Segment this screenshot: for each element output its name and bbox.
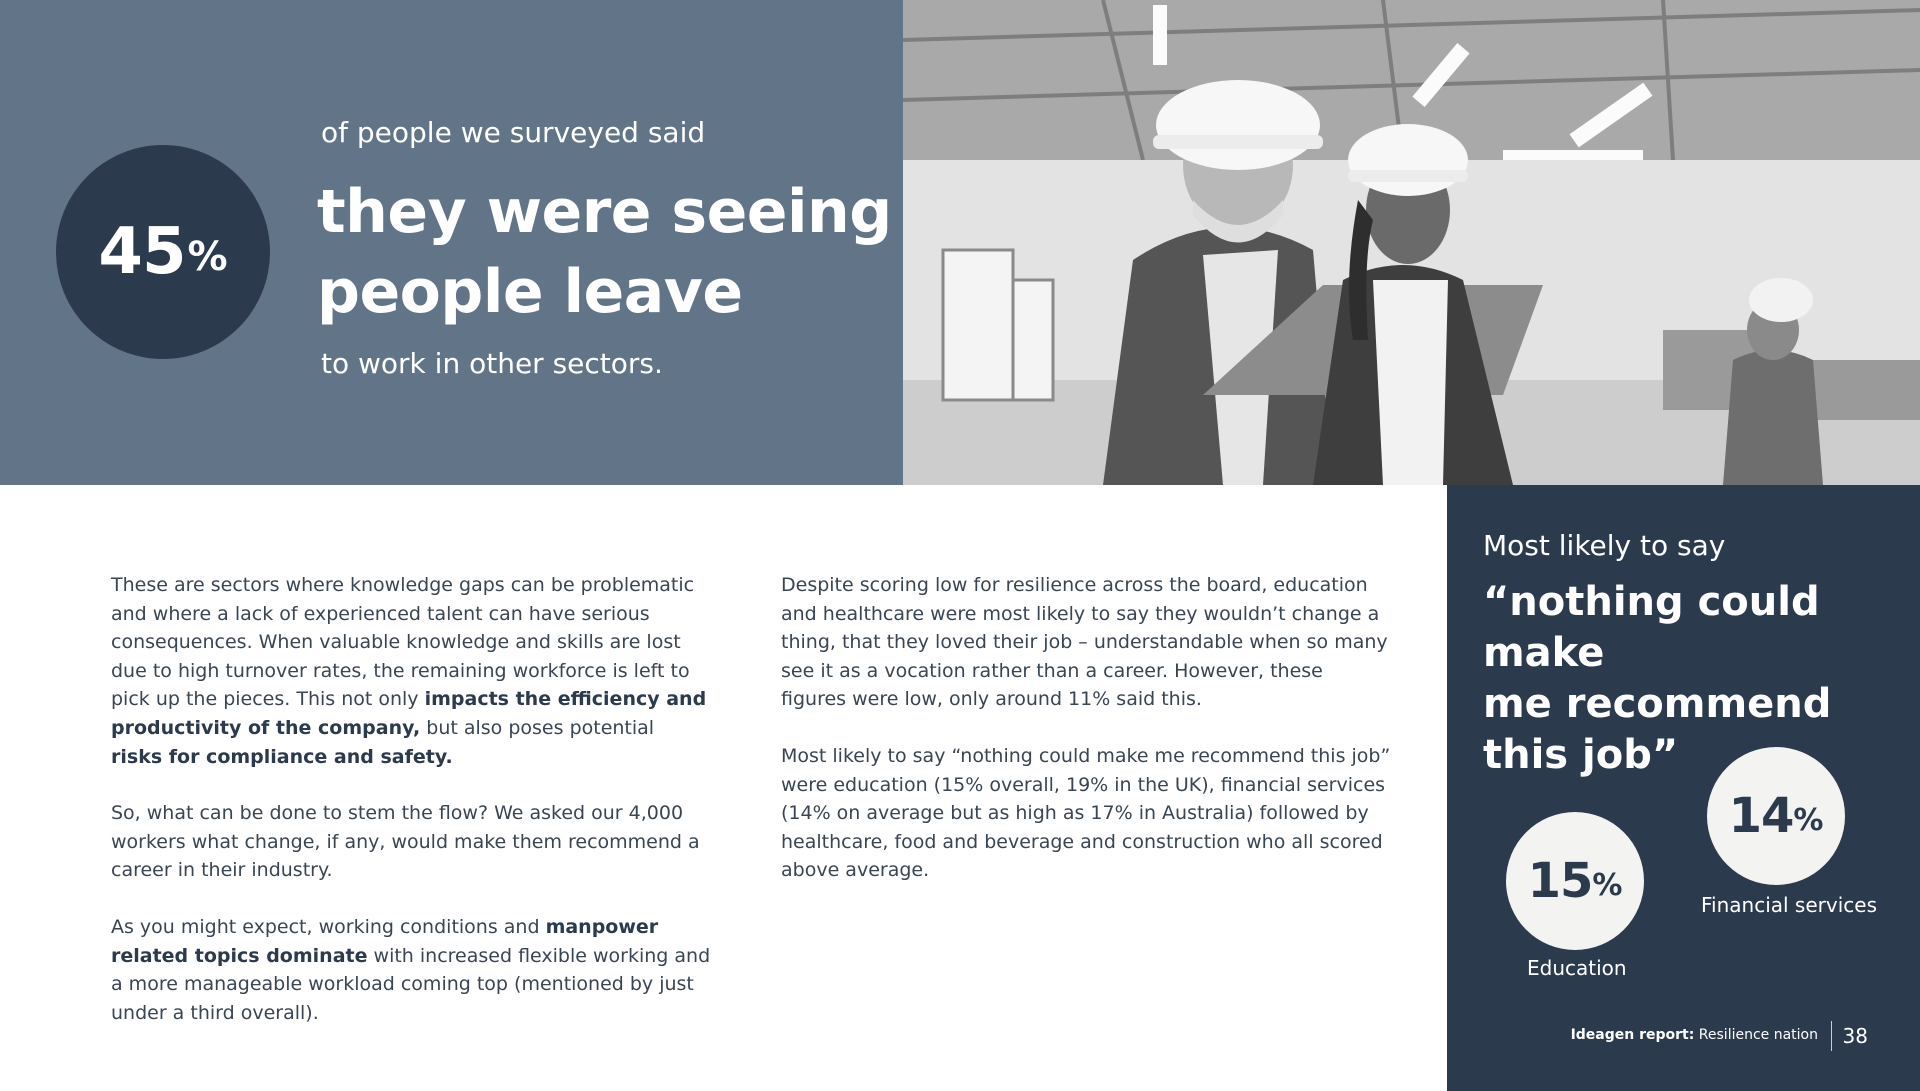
photo-icon [903,0,1920,485]
hero-headline-line2: people leave [317,257,743,327]
footer-title: Resilience nation [1694,1027,1818,1043]
hero-pre-text: of people we surveyed said [321,116,706,149]
education-stat-label: Education [1527,956,1627,980]
text-span: with increased flexible working and a more manageable workload coming top (mentioned by just under a third overall). [111,944,711,1024]
body-left-paragraph-2: So, what can be done to stem the flow? We asked our 4,000 workers what change, if any, would make them recommend a career in their industry. [111,802,700,882]
financial-stat-number: 14 [1728,788,1794,844]
education-stat-unit: % [1592,867,1623,903]
body-right-paragraph-1: Despite scoring low for resilience across the board, education and healthcare were most likely to say they wouldn’t change a thing, that they loved their job – understandable when so many see it as a vocation rather than a career. However, these figures were low, only around 11% said this. [781,574,1388,711]
financial-stat-unit: % [1793,802,1824,838]
bold-text: risks for compliance and safety. [111,745,453,768]
footer-brand: Ideagen report: [1570,1027,1695,1043]
side-quote [1483,577,1913,781]
hero-panel [0,0,903,485]
body-right-column [781,571,1391,913]
text-span: As you might expect, working conditions and [111,915,546,938]
hero-headline-line1: they were seeing [317,177,892,247]
education-stat-number: 15 [1527,853,1593,909]
financial-stat-bubble [1707,747,1845,885]
side-quote-line1: “nothing could make [1483,579,1820,676]
stat-unit: % [187,234,228,280]
side-quote-line3: this job” [1483,732,1679,778]
body-left-paragraph-3 [111,913,711,1027]
bold-text: impacts the efficiency and productivity of the company, [111,688,707,739]
side-pre-text: Most likely to say [1483,529,1726,562]
education-stat-bubble [1506,812,1644,950]
footer-report-title [1571,1027,1818,1043]
stat-number: 45 [98,215,186,289]
side-panel [1447,485,1920,1091]
text-span: but also poses potential [420,716,655,739]
financial-stat-label: Financial services [1701,893,1877,917]
text-span: These are sectors where knowledge gaps can be problematic and where a lack of experienced talent can have serious consequences. When valuable knowledge and skills are lost due to high turnover rates, the remaining workforce is left to pick up the pieces. This not only [111,574,695,711]
footer-divider [1831,1021,1832,1051]
body-left-paragraph-1 [111,571,711,771]
side-quote-line2: me recommend [1483,681,1832,727]
body-left-column [111,571,711,1055]
bold-text: manpower related topics dominate [111,915,659,967]
body-right-paragraph-2: Most likely to say “nothing could make me recommend this job” were education (15% overall, 19% in the UK), financial services (14% on average but as high as 17% in Australia) followed by healthcare, food and beverage and construction who all scored above average. [781,744,1391,882]
hero-post-text: to work in other sectors. [321,347,663,380]
stat-circle [56,145,270,359]
page-number: 38 [1842,1024,1868,1048]
hero-headline [317,172,892,332]
page-footer [1447,1021,1920,1051]
